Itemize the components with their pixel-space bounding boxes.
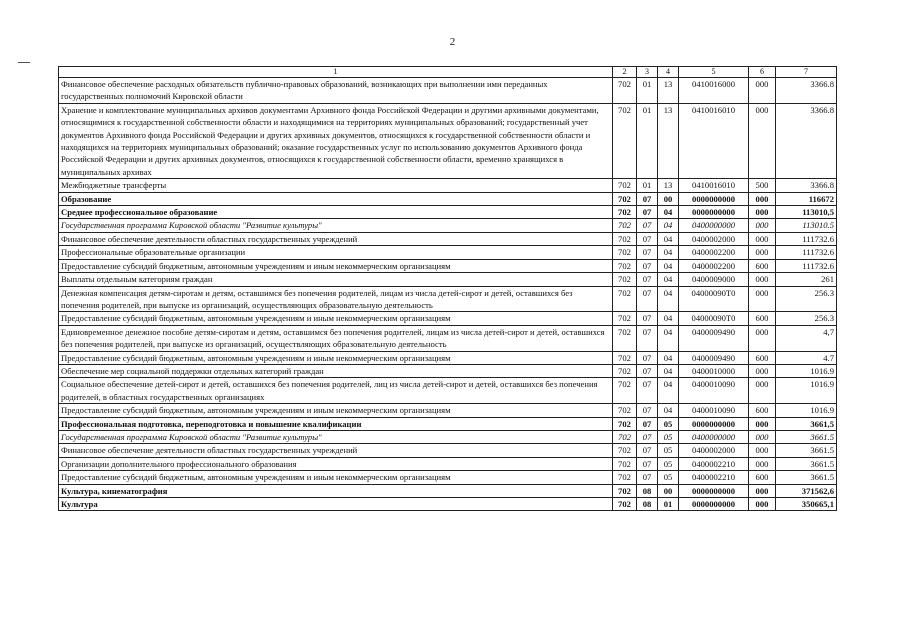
target-article-cell: 0000000000 — [679, 417, 749, 430]
target-article-cell: 0400000000 — [679, 430, 749, 443]
header-cell-7: 7 — [776, 67, 837, 78]
table-row — [59, 103, 837, 178]
item-name-cell: Предоставление субсидий бюджетным, автономным учреждениям и иным некоммерческим организациям — [59, 471, 613, 484]
target-article-cell: 04000090Т0 — [679, 286, 749, 312]
ministry-code-cell: 702 — [613, 246, 637, 259]
section-code-cell: 07 — [637, 378, 658, 404]
item-name-cell: Культура — [59, 498, 613, 511]
amount-cell: 256.3 — [776, 286, 837, 312]
table-row — [59, 325, 837, 351]
table-row — [59, 179, 837, 192]
section-code-cell: 01 — [637, 103, 658, 178]
amount-cell: 4.7 — [776, 351, 837, 364]
section-code-cell: 07 — [637, 430, 658, 443]
target-article-cell: 0400010090 — [679, 378, 749, 404]
subsection-code-cell: 04 — [658, 259, 679, 272]
item-name-cell: Государственная программа Кировской области "Развитие культуры" — [59, 430, 613, 443]
section-code-cell: 07 — [637, 417, 658, 430]
expense-type-cell: 000 — [749, 378, 776, 404]
section-code-cell: 08 — [637, 498, 658, 511]
ministry-code-cell: 702 — [613, 364, 637, 377]
ministry-code-cell: 702 — [613, 484, 637, 497]
target-article-cell: 0000000000 — [679, 498, 749, 511]
subsection-code-cell: 05 — [658, 430, 679, 443]
target-article-cell: 04000090Т0 — [679, 312, 749, 325]
amount-cell: 3366.8 — [776, 103, 837, 178]
expense-type-cell: 000 — [749, 219, 776, 232]
item-name-cell: Организации дополнительного профессионального образования — [59, 457, 613, 470]
item-name-cell: Обеспечение мер социальной поддержки отдельных категорий граждан — [59, 364, 613, 377]
target-article-cell: 0400010000 — [679, 364, 749, 377]
ministry-code-cell: 702 — [613, 103, 637, 178]
section-code-cell: 07 — [637, 206, 658, 219]
section-code-cell: 07 — [637, 364, 658, 377]
expense-type-cell: 600 — [749, 404, 776, 417]
section-code-cell: 07 — [637, 259, 658, 272]
header-row — [59, 67, 837, 78]
expense-type-cell: 600 — [749, 312, 776, 325]
subsection-code-cell: 04 — [658, 219, 679, 232]
target-article-cell: 0410016010 — [679, 103, 749, 178]
subsection-code-cell: 04 — [658, 246, 679, 259]
amount-cell: 113010.5 — [776, 219, 837, 232]
expense-type-cell: 000 — [749, 192, 776, 205]
item-name-cell: Профессиональные образовательные организации — [59, 246, 613, 259]
section-code-cell: 07 — [637, 404, 658, 417]
section-code-cell: 07 — [637, 286, 658, 312]
subsection-code-cell: 00 — [658, 192, 679, 205]
amount-cell: 111732.6 — [776, 246, 837, 259]
amount-cell: 3366.8 — [776, 78, 837, 104]
subsection-code-cell: 13 — [658, 103, 679, 178]
expense-type-cell: 600 — [749, 351, 776, 364]
table-row — [59, 206, 837, 219]
target-article-cell: 0400002000 — [679, 232, 749, 245]
expense-type-cell: 000 — [749, 246, 776, 259]
expense-type-cell: 000 — [749, 78, 776, 104]
expense-type-cell: 000 — [749, 484, 776, 497]
ministry-code-cell: 702 — [613, 312, 637, 325]
target-article-cell: 0400009490 — [679, 325, 749, 351]
subsection-code-cell: 04 — [658, 206, 679, 219]
subsection-code-cell: 05 — [658, 417, 679, 430]
subsection-code-cell: 04 — [658, 351, 679, 364]
section-code-cell: 07 — [637, 325, 658, 351]
table-row — [59, 232, 837, 245]
section-code-cell: 07 — [637, 232, 658, 245]
expense-type-cell: 000 — [749, 430, 776, 443]
amount-cell: 1016.9 — [776, 404, 837, 417]
subsection-code-cell: 04 — [658, 404, 679, 417]
budget-table — [58, 66, 837, 511]
ministry-code-cell: 702 — [613, 286, 637, 312]
expense-type-cell: 000 — [749, 444, 776, 457]
table-row — [59, 471, 837, 484]
subsection-code-cell: 05 — [658, 471, 679, 484]
ministry-code-cell: 702 — [613, 378, 637, 404]
table-row — [59, 286, 837, 312]
table-row — [59, 444, 837, 457]
subsection-code-cell: 04 — [658, 378, 679, 404]
section-code-cell: 01 — [637, 78, 658, 104]
table-row — [59, 484, 837, 497]
expense-type-cell: 500 — [749, 179, 776, 192]
amount-cell: 371562,6 — [776, 484, 837, 497]
ministry-code-cell: 702 — [613, 78, 637, 104]
amount-cell: 256.3 — [776, 312, 837, 325]
ministry-code-cell: 702 — [613, 206, 637, 219]
table-row — [59, 378, 837, 404]
amount-cell: 113010,5 — [776, 206, 837, 219]
subsection-code-cell: 04 — [658, 273, 679, 286]
section-code-cell: 07 — [637, 351, 658, 364]
header-cell-2: 2 — [613, 67, 637, 78]
subsection-code-cell: 05 — [658, 457, 679, 470]
item-name-cell: Государственная программа Кировской области "Развитие культуры" — [59, 219, 613, 232]
section-code-cell: 07 — [637, 457, 658, 470]
table-row — [59, 457, 837, 470]
table-row — [59, 404, 837, 417]
margin-mark — [18, 62, 30, 63]
target-article-cell: 0400002210 — [679, 457, 749, 470]
expense-type-cell: 000 — [749, 286, 776, 312]
table-row — [59, 430, 837, 443]
amount-cell: 111732.6 — [776, 232, 837, 245]
item-name-cell: Межбюджетные трансферты — [59, 179, 613, 192]
ministry-code-cell: 702 — [613, 273, 637, 286]
item-name-cell: Образование — [59, 192, 613, 205]
section-code-cell: 07 — [637, 192, 658, 205]
expense-type-cell: 000 — [749, 273, 776, 286]
subsection-code-cell: 04 — [658, 325, 679, 351]
section-code-cell: 01 — [637, 179, 658, 192]
section-code-cell: 07 — [637, 444, 658, 457]
item-name-cell: Денежная компенсация детям-сиротам и детям, оставшимся без попечения родителей, лицам из числа детей-сирот и детей, оставшихся без попечения родителей, при выпуске из организаций, осуществляющих образовательную деятельность — [59, 286, 613, 312]
item-name-cell: Культура, кинематография — [59, 484, 613, 497]
amount-cell: 3661.5 — [776, 471, 837, 484]
expense-type-cell: 000 — [749, 364, 776, 377]
item-name-cell: Финансовое обеспечение деятельности областных государственных учреждений — [59, 232, 613, 245]
target-article-cell: 0400009000 — [679, 273, 749, 286]
section-code-cell: 08 — [637, 484, 658, 497]
subsection-code-cell: 04 — [658, 364, 679, 377]
amount-cell: 3661.5 — [776, 457, 837, 470]
item-name-cell: Финансовое обеспечение деятельности областных государственных учреждений — [59, 444, 613, 457]
target-article-cell: 0400002000 — [679, 444, 749, 457]
subsection-code-cell: 05 — [658, 444, 679, 457]
amount-cell: 3661,5 — [776, 417, 837, 430]
item-name-cell: Предоставление субсидий бюджетным, автономным учреждениям и иным некоммерческим организациям — [59, 351, 613, 364]
table-row — [59, 192, 837, 205]
amount-cell: 111732.6 — [776, 259, 837, 272]
item-name-cell: Предоставление субсидий бюджетным, автономным учреждениям и иным некоммерческим организациям — [59, 404, 613, 417]
ministry-code-cell: 702 — [613, 404, 637, 417]
target-article-cell: 0400000000 — [679, 219, 749, 232]
ministry-code-cell: 702 — [613, 259, 637, 272]
subsection-code-cell: 13 — [658, 78, 679, 104]
section-code-cell: 07 — [637, 312, 658, 325]
item-name-cell: Профессиональная подготовка, переподготовка и повышение квалификации — [59, 417, 613, 430]
amount-cell: 4,7 — [776, 325, 837, 351]
ministry-code-cell: 702 — [613, 192, 637, 205]
expense-type-cell: 000 — [749, 206, 776, 219]
item-name-cell: Финансовое обеспечение расходных обязательств публично-правовых образований, возникающих при выполнении ими переданных государственных полномочий Кировской области — [59, 78, 613, 104]
table-row — [59, 498, 837, 511]
expense-type-cell: 600 — [749, 259, 776, 272]
amount-cell: 3661.5 — [776, 444, 837, 457]
subsection-code-cell: 13 — [658, 179, 679, 192]
ministry-code-cell: 702 — [613, 457, 637, 470]
table-row — [59, 78, 837, 104]
target-article-cell: 0410016010 — [679, 179, 749, 192]
item-name-cell: Предоставление субсидий бюджетным, автономным учреждениям и иным некоммерческим организациям — [59, 259, 613, 272]
header-cell-6: 6 — [749, 67, 776, 78]
amount-cell: 350665,1 — [776, 498, 837, 511]
ministry-code-cell: 702 — [613, 471, 637, 484]
ministry-code-cell: 702 — [613, 351, 637, 364]
table-row — [59, 219, 837, 232]
target-article-cell: 0410016000 — [679, 78, 749, 104]
page-number: 2 — [449, 36, 456, 48]
table-row — [59, 312, 837, 325]
expense-type-cell: 000 — [749, 498, 776, 511]
table-row — [59, 417, 837, 430]
expense-type-cell: 000 — [749, 232, 776, 245]
subsection-code-cell: 04 — [658, 286, 679, 312]
header-cell-4: 4 — [658, 67, 679, 78]
target-article-cell: 0400002200 — [679, 259, 749, 272]
item-name-cell: Предоставление субсидий бюджетным, автономным учреждениям и иным некоммерческим организациям — [59, 312, 613, 325]
subsection-code-cell: 01 — [658, 498, 679, 511]
ministry-code-cell: 702 — [613, 232, 637, 245]
section-code-cell: 07 — [637, 273, 658, 286]
section-code-cell: 07 — [637, 246, 658, 259]
ministry-code-cell: 702 — [613, 498, 637, 511]
item-name-cell: Выплаты отдельным категориям граждан — [59, 273, 613, 286]
target-article-cell: 0400002200 — [679, 246, 749, 259]
header-cell-5: 5 — [679, 67, 749, 78]
item-name-cell: Социальное обеспечение детей-сирот и детей, оставшихся без попечения родителей, лиц из числа детей-сирот и детей, оставшихся без попечения родителей, в областных государственных организациях — [59, 378, 613, 404]
header-cell-3: 3 — [637, 67, 658, 78]
expense-type-cell: 000 — [749, 103, 776, 178]
target-article-cell: 0400010090 — [679, 404, 749, 417]
expense-type-cell: 000 — [749, 457, 776, 470]
subsection-code-cell: 00 — [658, 484, 679, 497]
expense-type-cell: 600 — [749, 471, 776, 484]
ministry-code-cell: 702 — [613, 219, 637, 232]
table-row — [59, 364, 837, 377]
amount-cell: 1016.9 — [776, 378, 837, 404]
expense-type-cell: 000 — [749, 417, 776, 430]
target-article-cell: 0400009490 — [679, 351, 749, 364]
ministry-code-cell: 702 — [613, 179, 637, 192]
table-row — [59, 273, 837, 286]
amount-cell: 261 — [776, 273, 837, 286]
subsection-code-cell: 04 — [658, 232, 679, 245]
section-code-cell: 07 — [637, 219, 658, 232]
ministry-code-cell: 702 — [613, 417, 637, 430]
section-code-cell: 07 — [637, 471, 658, 484]
subsection-code-cell: 04 — [658, 312, 679, 325]
item-name-cell: Хранение и комплектование муниципальных архивов документами Архивного фонда Российской Федерации и другими архивными документами, относящимися к государственной собственности области и находящимися на территориях муниципальных образований; государственный учет документов Архивного фонда Российской Федерации и других архивных документов, относящихся к государственной собственности области и находящихся на территориях муниципальных образований; оказание государственных услуг по использованию документов Архивного фонда Российской Федерации и других архивных документов, относящихся к государственной собственности области, временно хранящихся в муниципальных архивах — [59, 103, 613, 178]
budget-table-body — [59, 67, 837, 511]
table-row — [59, 259, 837, 272]
amount-cell: 3661.5 — [776, 430, 837, 443]
target-article-cell: 0400002210 — [679, 471, 749, 484]
expense-type-cell: 000 — [749, 325, 776, 351]
header-cell-1: 1 — [59, 67, 613, 78]
amount-cell: 3366.8 — [776, 179, 837, 192]
item-name-cell: Единовременное денежное пособие детям-сиротам и детям, оставшимся без попечения родителей, лицам из числа детей-сирот и детей, оставшихся без попечения родителей, при выпуске из организаций, осуществляющих образовательную деятельность — [59, 325, 613, 351]
ministry-code-cell: 702 — [613, 325, 637, 351]
table-row — [59, 246, 837, 259]
target-article-cell: 0000000000 — [679, 206, 749, 219]
target-article-cell: 0000000000 — [679, 484, 749, 497]
ministry-code-cell: 702 — [613, 430, 637, 443]
table-row — [59, 351, 837, 364]
ministry-code-cell: 702 — [613, 444, 637, 457]
amount-cell: 116672 — [776, 192, 837, 205]
amount-cell: 1016.9 — [776, 364, 837, 377]
target-article-cell: 0000000000 — [679, 192, 749, 205]
item-name-cell: Среднее профессиональное образование — [59, 206, 613, 219]
